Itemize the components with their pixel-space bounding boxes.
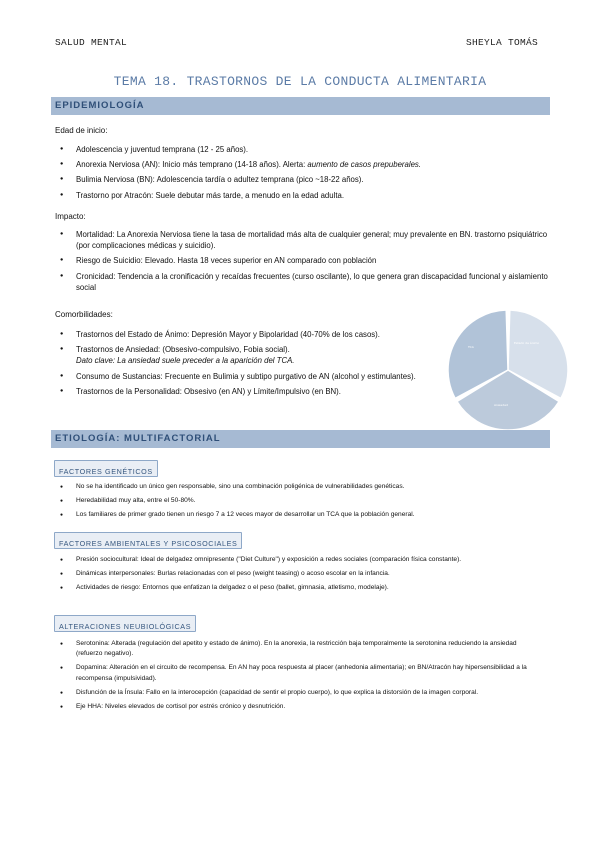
list-item: ● Trastornos de Ansiedad: (Obsesivo-compulsivo, Fobia social). Dato clave: La ansiedad suele preceder a la aparición del TCA.: [60, 344, 435, 366]
list-item: ● Heredabilidad muy alta, entre el 50-80%.: [60, 496, 530, 506]
section-header-epidemiologia: [51, 97, 550, 115]
header-author: SHEYLA TOMÁS: [465, 37, 538, 48]
impacto-label: Impacto:: [55, 212, 86, 221]
list-item: ● Disfunción de la Ínsula: Fallo en la interocepción (capacidad de sentir el propio cuerpo), lo que explica la distorsión de la imagen corporal.: [60, 688, 540, 698]
list-item: ● Presión sociocultural: Ideal de delgadez omnipresente ("Diet Culture") y exposición a redes sociales (comparación física constante).: [60, 555, 540, 565]
edad-list: [60, 144, 540, 205]
list-item: ● Consumo de Sustancias: Frecuente en Bulimia y subtipo purgativo de AN (alcohol y estimulantes).: [60, 371, 435, 382]
tag-alteraciones-neurobiologicas: [54, 615, 196, 632]
ambientales-list: [60, 555, 540, 597]
document-title: TEMA 18. TRASTORNOS DE LA CONDUCTA ALIMENTARIA: [113, 74, 487, 89]
pie-label: Estado de ánimo: [514, 341, 540, 345]
tag-factores-geneticos: [54, 460, 158, 477]
comorbidity-pie-chart: [442, 304, 574, 436]
list-item: ● Actividades de riesgo: Entornos que enfatizan la delgadez o el peso (ballet, gimnasia, atletismo, modelaje).: [60, 583, 540, 593]
tag-label: FACTORES GENÉTICOS: [59, 467, 153, 476]
list-item: ● Adolescencia y juventud temprana (12 - 25 años).: [60, 144, 540, 155]
section-header-etiologia: [51, 430, 550, 448]
list-item: ● Dinámicas interpersonales: Burlas relacionadas con el peso (weight teasing) o acoso escolar en la infancia.: [60, 569, 540, 579]
impacto-list: [60, 229, 550, 297]
tag-label: FACTORES AMBIENTALES Y PSICOSOCIALES: [59, 539, 238, 548]
list-item: ● Riesgo de Suicidio: Elevado. Hasta 18 veces superior en AN comparado con población: [60, 255, 550, 266]
list-item: ● Bulimia Nerviosa (BN): Adolescencia tardía o adultez temprana (pico ~18-22 años).: [60, 174, 540, 185]
header-subject: SALUD MENTAL: [55, 37, 128, 48]
pie-label: Ansiedad: [494, 403, 508, 407]
comorbilidades-label: Comorbilidades:: [55, 310, 113, 319]
list-item: ● Mortalidad: La Anorexia Nerviosa tiene la tasa de mortalidad más alta de cualquier general; muy prevalente en BN. trastorno psiquiátrico (por complicaciones médicas y suicidio).: [60, 229, 550, 251]
list-item: ● Trastornos de la Personalidad: Obsesivo (en AN) y Límite/Impulsivo (en BN).: [60, 386, 435, 397]
tag-label: ALTERACIONES NEUBIOLÓGICAS: [59, 622, 192, 631]
list-item: ● Cronicidad: Tendencia a la cronificación y recaídas frecuentes (curso oscilante), lo que genera gran discapacidad funcional y aislamiento social: [60, 271, 550, 293]
pie-label: TCA: [468, 345, 474, 349]
list-item: ● No se ha identificado un único gen responsable, sino una combinación poligénica de vulnerabilidades genéticas.: [60, 482, 530, 492]
comorbilidades-list: [60, 329, 435, 401]
list-item: ● Serotonina: Alterada (regulación del apetito y estado de ánimo). En la anorexia, la restricción baja temporalmente la serotonina reduciendo la ansiedad (refuerzo negativo).: [60, 639, 540, 660]
tag-factores-ambientales: [54, 532, 242, 549]
list-item: ● Eje HHA: Niveles elevados de cortisol por estrés crónico y desnutrición.: [60, 702, 540, 712]
section-title: ETIOLOGÍA: MULTIFACTORIAL: [55, 433, 221, 444]
list-item: ● Anorexia Nerviosa (AN): Inicio más temprano (14-18 años). Alerta: aumento de casos prepuberales.: [60, 159, 540, 170]
list-item: ● Trastornos del Estado de Ánimo: Depresión Mayor y Bipolaridad (40-70% de los casos).: [60, 329, 435, 340]
list-item: ● Trastorno por Atracón: Suele debutar más tarde, a menudo en la edad adulta.: [60, 190, 540, 201]
edad-label: Edad de inicio:: [55, 126, 108, 135]
list-item: ● Dopamina: Alteración en el circuito de recompensa. En AN hay poca respuesta al placer (anhedonia alimentaria); en BN/Atracón hay hipersensibilidad a la recompensa (impulsividad).: [60, 663, 540, 684]
geneticos-list: [60, 482, 530, 524]
neuro-list: [60, 639, 540, 715]
list-item: ● Los familiares de primer grado tienen un riesgo 7 a 12 veces mayor de desarrollar un TCA que la población general.: [60, 510, 530, 520]
section-title: EPIDEMIOLOGÍA: [55, 100, 145, 111]
note-text: Dato clave: La ansiedad suele preceder a la aparición del TCA.: [76, 356, 295, 366]
